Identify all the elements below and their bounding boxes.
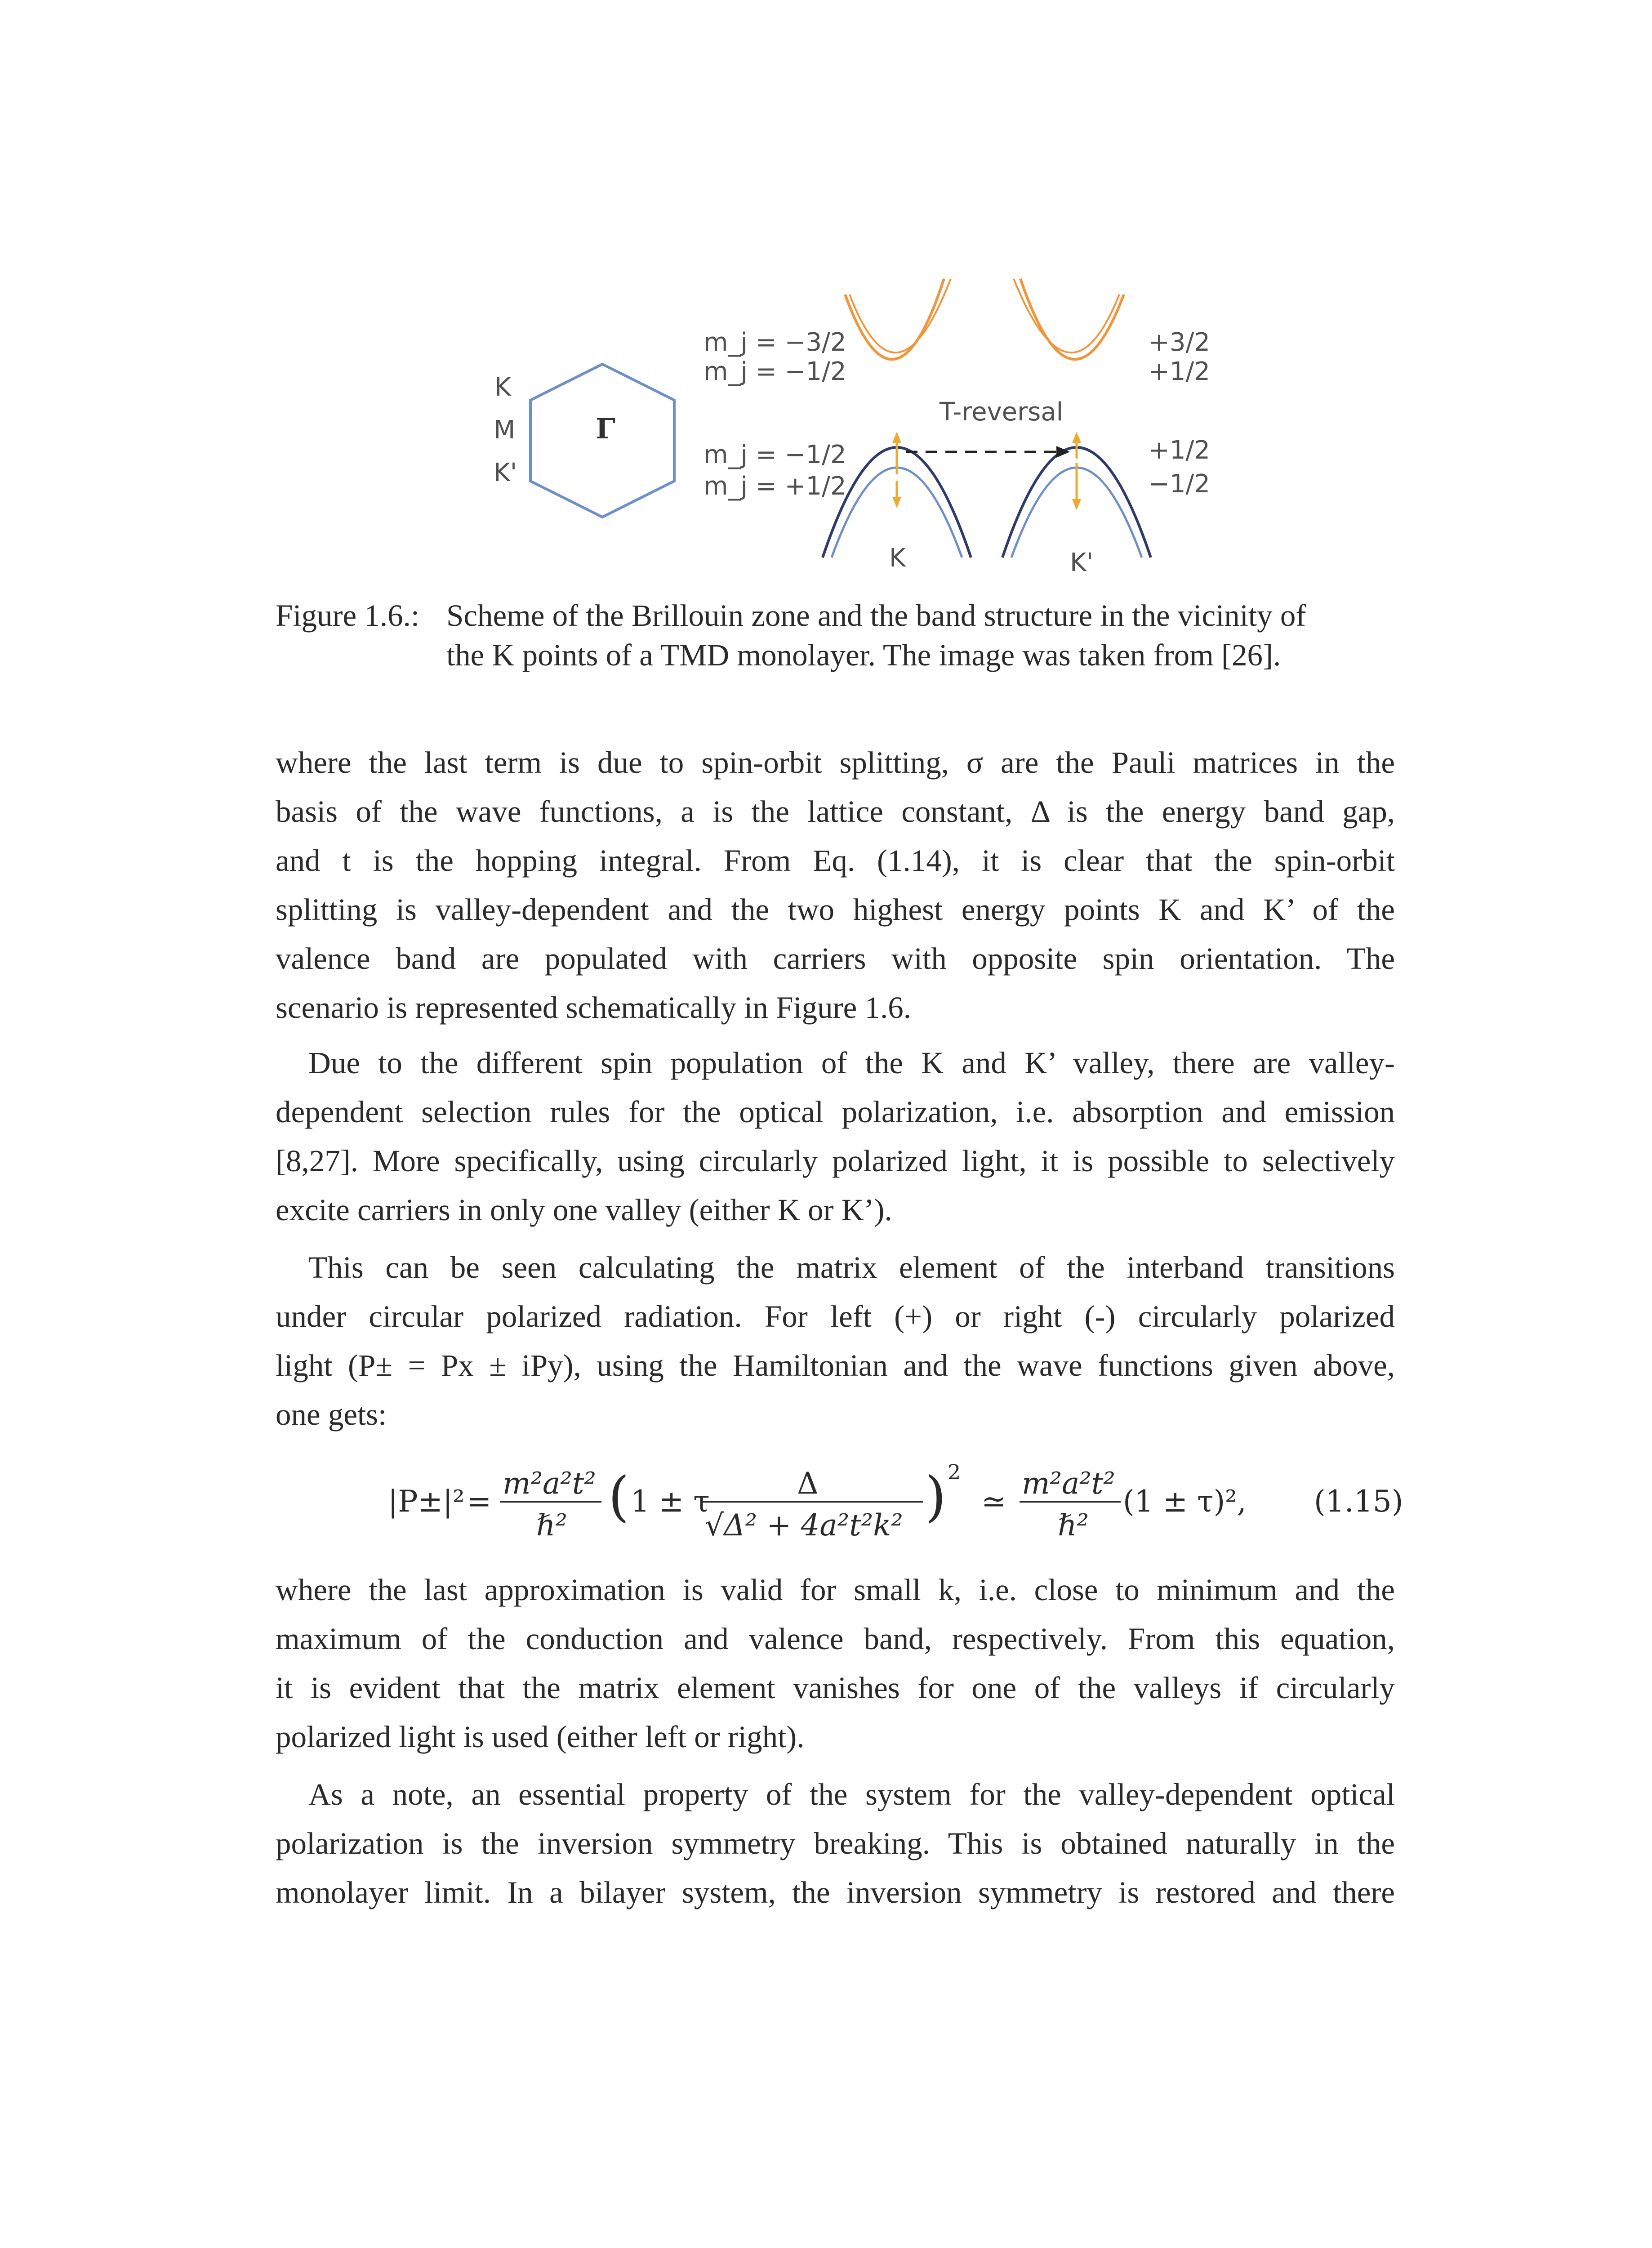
text-line: polarized light is used (either left or right). — [276, 1720, 805, 1754]
text-line: it is evident that the matrix element vanishes for one of the valleys if circularly — [276, 1671, 1395, 1705]
equation-svg — [276, 1457, 1403, 1547]
caption-line-1: Scheme of the Brillouin zone and the band structure in the vicinity of — [446, 598, 1306, 633]
eq-approx: ≃ — [981, 1484, 1006, 1519]
valley-label-k: K — [889, 544, 906, 573]
left-vb-label-1: m_j = −1/2 — [704, 440, 846, 469]
text-line: where the last term is due to spin-orbit splitting, σ are the Pauli matrices in the — [276, 745, 1395, 780]
left-cb-label-1: m_j = −3/2 — [704, 328, 846, 357]
paragraph-5 — [276, 1770, 1395, 1917]
eq-num1: m²a²t² — [503, 1466, 596, 1501]
right-cb-label-2: +1/2 — [1149, 357, 1211, 386]
eq-tail: (1 ± τ)², — [1123, 1484, 1247, 1519]
text-line: and t is the hopping integral. From Eq. (1.14), it is clear that the spin-orbit — [276, 843, 1395, 878]
eq-equals: = — [467, 1484, 492, 1519]
paragraph-4 — [276, 1566, 1395, 1762]
text-line: where the last approximation is valid for small k, i.e. close to minimum and the — [276, 1573, 1395, 1607]
right-vb-label-2: −1/2 — [1149, 469, 1211, 499]
eq-open-paren: ( — [608, 1466, 629, 1528]
text-line: maximum of the conduction and valence band, respectively. From this equation, — [276, 1622, 1395, 1656]
text-line: scenario is represented schematically in Figure 1.6. — [276, 990, 912, 1025]
text-line: [8,27]. More specifically, using circularly polarized light, it is possible to selectively — [276, 1144, 1395, 1178]
right-cb-label-1: +3/2 — [1149, 328, 1211, 357]
text-line: under circular polarized radiation. For left (+) or right (-) circularly polarized — [276, 1299, 1395, 1334]
left-spin-arrowhead-down — [892, 497, 901, 508]
band-structure-figure — [472, 270, 1211, 584]
left-spin-arrowhead-up — [892, 432, 901, 443]
eq-paren-inner: 1 ± τ — [631, 1484, 710, 1519]
bz-label-k: K — [494, 373, 511, 402]
eq-den2: ℏ² — [1058, 1508, 1089, 1543]
t-reversal-label: T-reversal — [940, 397, 1064, 427]
text-line: Due to the different spin population of the K and K’ valley, there are valley- — [308, 1046, 1395, 1080]
eq-den1: ℏ² — [536, 1508, 567, 1543]
caption-line-2: the K points of a TMD monolayer. The image was taken from [26]. — [446, 638, 1281, 672]
figure-svg — [472, 270, 1211, 584]
text-line: monolayer limit. In a bilayer system, the inversion symmetry is restored and there — [276, 1875, 1395, 1909]
right-vb-label-1: +1/2 — [1149, 436, 1211, 465]
caption-prefix: Figure 1.6.: — [276, 598, 420, 633]
eq-num2: m²a²t² — [1022, 1466, 1115, 1501]
text-line: dependent selection rules for the optical polarization, i.e. absorption and emission — [276, 1095, 1395, 1129]
left-cb-label-2: m_j = −1/2 — [704, 357, 846, 386]
bz-label-kprime: K' — [494, 458, 517, 487]
text-line: basis of the wave functions, a is the lattice constant, Δ is the energy band gap, — [276, 794, 1395, 829]
gamma-label: Γ — [596, 412, 616, 445]
text-line: excite carriers in only one valley (either K or K’). — [276, 1193, 892, 1227]
equation-1-15 — [276, 1457, 1403, 1547]
paragraph-1 — [276, 738, 1395, 1032]
eq-frac-num: Δ — [797, 1466, 819, 1501]
text-line: polarization is the inversion symmetry breaking. This is obtained naturally in the — [276, 1826, 1395, 1860]
eq-close-paren: ) — [925, 1466, 946, 1528]
left-conduction-band-2 — [850, 279, 951, 352]
eq-lhs: |P±|² — [388, 1484, 465, 1519]
eq-power: 2 — [948, 1460, 961, 1484]
left-vb-label-2: m_j = +1/2 — [704, 472, 846, 501]
text-line: splitting is valley-dependent and the two highest energy points K and K’ of the — [276, 892, 1395, 927]
valley-label-kprime: K' — [1070, 548, 1094, 577]
paragraph-2 — [276, 1039, 1395, 1235]
text-line: one gets: — [276, 1397, 387, 1432]
text-line: This can be seen calculating the matrix element of the interband transitions — [308, 1250, 1395, 1285]
right-spin-arrowhead-down — [1072, 499, 1081, 510]
text-line: light (P± = Px ± iPy), using the Hamiltonian and the wave functions given above, — [276, 1348, 1395, 1383]
bz-label-m: M — [494, 415, 516, 445]
text-line: As a note, an essential property of the system for the valley-dependent optical — [308, 1777, 1395, 1811]
eq-number: (1.15) — [1314, 1484, 1403, 1519]
text-line: valence band are populated with carriers with opposite spin orientation. The — [276, 941, 1395, 976]
eq-frac-den: √Δ² + 4a²t²k² — [705, 1508, 903, 1543]
right-conduction-band-2 — [1014, 279, 1119, 352]
paragraph-3 — [276, 1243, 1395, 1439]
right-spin-arrowhead-up — [1072, 432, 1081, 443]
